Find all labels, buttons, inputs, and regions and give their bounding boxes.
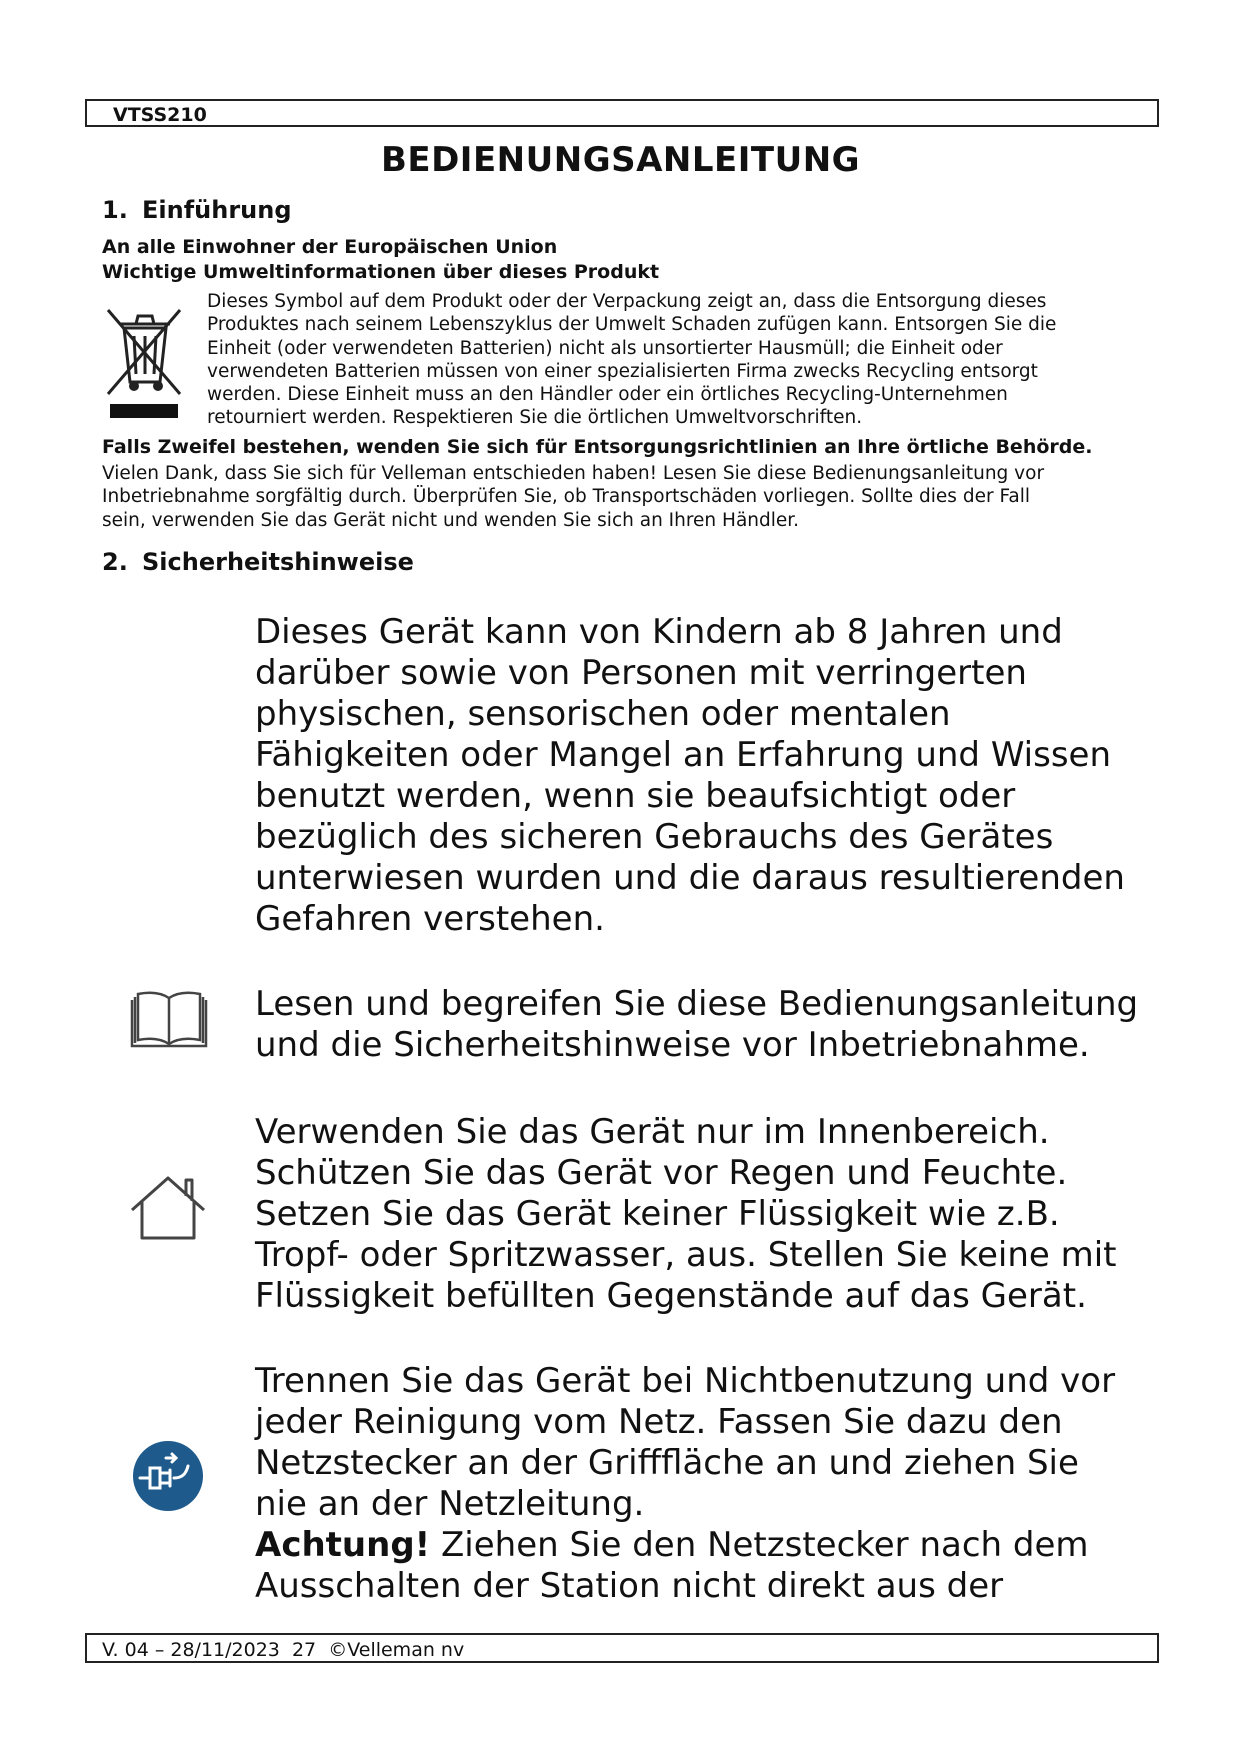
warning-label: Achtung!: [255, 1525, 431, 1565]
thanks-paragraph: [102, 462, 1102, 532]
indoor-house-icon: [128, 1172, 208, 1242]
unplug-icon: [132, 1440, 204, 1512]
text-line: unterwiesen wurden und die daraus resultierenden: [255, 858, 1125, 898]
text-line: Setzen Sie das Gerät keiner Flüssigkeit wie z.B.: [255, 1194, 1060, 1234]
text-line: sein, verwenden Sie das Gerät nicht und wenden Sie sich an Ihren Händler.: [102, 509, 800, 531]
footer-box: [85, 1633, 1159, 1663]
model-number: VTSS210: [113, 104, 207, 126]
text-line: Produktes nach seinem Lebenszyklus der Umwelt Schaden zufügen kann. Entsorgen Sie die: [207, 314, 1057, 336]
weee-bin-icon: [104, 300, 184, 422]
text-line: physischen, sensorischen oder mentalen: [255, 694, 951, 734]
section-title: Sicherheitshinweise: [142, 548, 414, 576]
children-safety-paragraph: [255, 612, 1155, 940]
header-box: [85, 99, 1159, 127]
indoor-use-paragraph: [255, 1112, 1155, 1317]
read-manual-paragraph: [255, 984, 1155, 1066]
eu-line: An alle Einwohner der Europäischen Union: [102, 236, 558, 258]
section-number: 2.: [102, 548, 128, 576]
text-line: Gefahren verstehen.: [255, 899, 605, 939]
text-line: Trennen Sie das Gerät bei Nichtbenutzung und vor: [255, 1361, 1116, 1401]
text-line: benutzt werden, wenn sie beaufsichtigt oder: [255, 776, 1016, 816]
text-line: Inbetriebnahme sorgfältig durch. Überprüfen Sie, ob Transportschäden vorliegen. Sollte dies der Fall: [102, 486, 1030, 508]
doubt-line: Falls Zweifel bestehen, wenden Sie sich für Entsorgungsrichtlinien an Ihre örtliche Behörde.: [102, 436, 1093, 458]
text-line: Vielen Dank, dass Sie sich für Velleman entschieden haben! Lesen Sie diese Bedienungsanleitung vor: [102, 463, 1045, 484]
text-line: werden. Diese Einheit muss an den Händler oder ein örtliches Recycling-Unternehmen: [207, 384, 1008, 406]
section-1-heading: [102, 196, 292, 224]
text-line: Schützen Sie das Gerät vor Regen und Feuchte.: [255, 1153, 1068, 1193]
env-info-line: Wichtige Umweltinformationen über dieses Produkt: [102, 261, 660, 283]
text-line: verwendeten Batterien müssen von einer spezialisierten Firma zwecks Recycling entsorgt: [207, 360, 1038, 382]
text-line: nie an der Netzleitung.: [255, 1484, 645, 1524]
document-title: BEDIENUNGSANLEITUNG: [380, 140, 861, 180]
manual-book-icon: [130, 988, 208, 1050]
text-line: Dieses Gerät kann von Kindern ab 8 Jahren und: [255, 612, 1063, 652]
text-line: Fähigkeiten oder Mangel an Erfahrung und Wissen: [255, 735, 1112, 775]
text-line: darüber sowie von Personen mit verringerten: [255, 653, 1027, 693]
warning-text: Ziehen Sie den Netzstecker nach dem: [430, 1525, 1089, 1565]
text-line: retourniert werden. Respektieren Sie die örtlichen Umweltvorschriften.: [207, 407, 863, 429]
text-line: jeder Reinigung vom Netz. Fassen Sie dazu den: [255, 1402, 1063, 1442]
text-line: bezüglich des sicheren Gebrauchs des Gerätes: [255, 817, 1054, 857]
warning-line: [255, 1525, 1155, 1566]
text-line: und die Sicherheitshinweise vor Inbetriebnahme.: [255, 1025, 1090, 1065]
text-line: Verwenden Sie das Gerät nur im Innenbereich.: [255, 1112, 1050, 1152]
text-line: Lesen und begreifen Sie diese Bedienungsanleitung: [255, 984, 1139, 1024]
text-line: Netzstecker an der Grifffläche an und ziehen Sie: [255, 1443, 1079, 1483]
text-line: Flüssigkeit befüllten Gegenstände auf das Gerät.: [255, 1276, 1087, 1316]
section-number: 1.: [102, 196, 128, 224]
text-line: Ausschalten der Station nicht direkt aus der: [255, 1566, 1004, 1606]
section-2-heading: [102, 548, 414, 576]
text-line: Dieses Symbol auf dem Produkt oder der Verpackung zeigt an, dass die Entsorgung dieses: [207, 291, 1047, 312]
footer-text: V. 04 – 28/11/2023 27 ©Velleman nv: [102, 1639, 465, 1661]
text-line: Tropf- oder Spritzwasser, aus. Stellen Sie keine mit: [255, 1235, 1117, 1275]
section-title: Einführung: [142, 196, 292, 224]
unplug-paragraph: [255, 1361, 1155, 1607]
text-line: Einheit (oder verwendeten Batterien) nicht als unsortierter Hausmüll; die Einheit oder: [207, 337, 1003, 359]
weee-paragraph: [207, 290, 1127, 430]
